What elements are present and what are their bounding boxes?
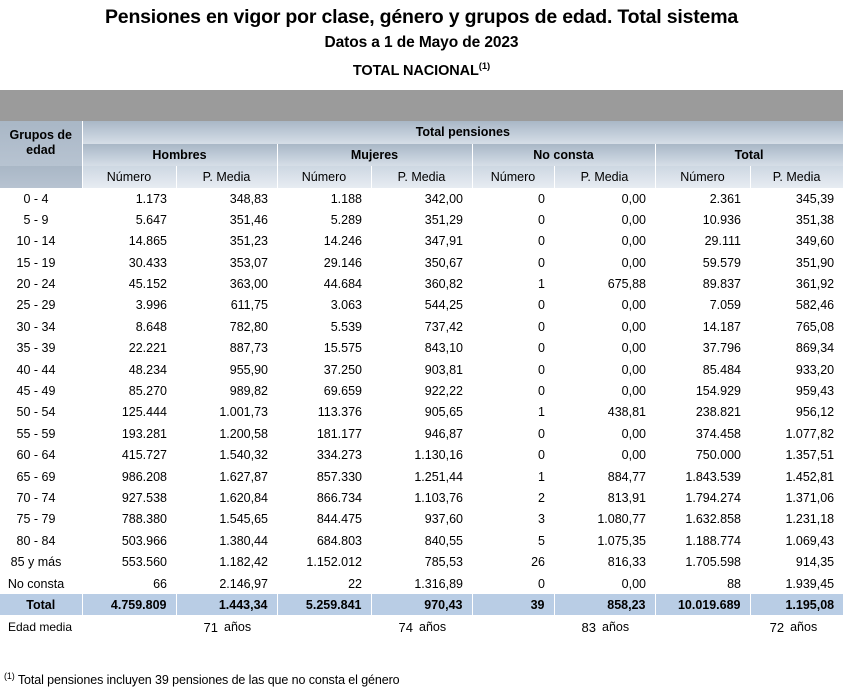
cell-mujeres-numero: 844.475: [277, 509, 371, 530]
cell-noconsta-numero: 1: [472, 273, 554, 294]
cell-noconsta-pmedia: 0,00: [554, 209, 655, 230]
header-sub-total-numero: Número: [655, 166, 750, 188]
cell-mujeres-numero: 3.063: [277, 295, 371, 316]
cell-noconsta-numero: 0: [472, 338, 554, 359]
cell-mujeres-numero: 181.177: [277, 423, 371, 444]
cell-total-pmedia: 959,43: [750, 380, 843, 401]
header-sub-total-pmedia: P. Media: [750, 166, 843, 188]
cell-mujeres-pmedia: 1.316,89: [371, 573, 472, 594]
cell-mujeres-pmedia: 905,65: [371, 402, 472, 423]
cell-total-pmedia: 1.069,43: [750, 530, 843, 551]
cell-total-pmedia: 1.371,06: [750, 487, 843, 508]
edad-media-cell-hombres: [82, 615, 277, 639]
cell-hombres-numero: 1.173: [82, 188, 176, 209]
cell-hombres-numero: 85.270: [82, 380, 176, 401]
row-label-grupo-edad: 0 - 4: [0, 188, 82, 209]
cell-noconsta-pmedia: 0,00: [554, 380, 655, 401]
cell-hombres-numero: 193.281: [82, 423, 176, 444]
header-sub-mujeres-pmedia: P. Media: [371, 166, 472, 188]
table-row: [0, 573, 843, 594]
cell-total-numero: 14.187: [655, 316, 750, 337]
cell-total-numero: 238.821: [655, 402, 750, 423]
cell-noconsta-pmedia: 0,00: [554, 573, 655, 594]
cell-noconsta-pmedia: 0,00: [554, 252, 655, 273]
cell-total-pmedia: 765,08: [750, 316, 843, 337]
cell-hombres-numero: 986.208: [82, 466, 176, 487]
row-label-grupo-edad: 50 - 54: [0, 402, 82, 423]
cell-mujeres-pmedia: 1.103,76: [371, 487, 472, 508]
table-row: [0, 359, 843, 380]
table-total-row: [0, 594, 843, 615]
page-title: Pensiones en vigor por clase, género y grupos de edad. Total sistema: [105, 6, 738, 28]
cell-hombres-pmedia: 363,00: [176, 273, 277, 294]
cell-noconsta-numero: 1: [472, 402, 554, 423]
cell-noconsta-numero: 26: [472, 551, 554, 572]
cell-total-numero: 37.796: [655, 338, 750, 359]
edad-media-value-total: 72: [769, 619, 785, 635]
cell-noconsta-pmedia: 1.080,77: [554, 509, 655, 530]
gray-separator-bar: [0, 90, 843, 121]
row-label-grupo-edad: 25 - 29: [0, 295, 82, 316]
table-body: [0, 188, 843, 639]
cell-noconsta-numero: 0: [472, 380, 554, 401]
cell-hombres-pmedia: 353,07: [176, 252, 277, 273]
cell-noconsta-numero: 0: [472, 209, 554, 230]
cell-noconsta-pmedia: 1.075,35: [554, 530, 655, 551]
cell-hombres-numero: 788.380: [82, 509, 176, 530]
table-row: [0, 466, 843, 487]
cell-noconsta-numero: 0: [472, 445, 554, 466]
table-row: [0, 231, 843, 252]
title-scope-footnote-marker: (1): [478, 61, 491, 72]
cell-total-numero: 1.843.539: [655, 466, 750, 487]
cell-hombres-numero: 14.865: [82, 231, 176, 252]
total-cell-noconsta-pmedia: 858,23: [554, 594, 655, 615]
cell-noconsta-numero: 2: [472, 487, 554, 508]
cell-total-pmedia: 1.077,82: [750, 423, 843, 444]
cell-mujeres-pmedia: 1.251,44: [371, 466, 472, 487]
cell-mujeres-numero: 14.246: [277, 231, 371, 252]
cell-total-numero: 1.705.598: [655, 551, 750, 572]
cell-mujeres-numero: 22: [277, 573, 371, 594]
pensiones-table: [0, 121, 843, 639]
cell-total-pmedia: 345,39: [750, 188, 843, 209]
cell-hombres-numero: 5.647: [82, 209, 176, 230]
cell-hombres-pmedia: 1.182,42: [176, 551, 277, 572]
cell-hombres-numero: 553.560: [82, 551, 176, 572]
total-cell-total-numero: 10.019.689: [655, 594, 750, 615]
row-label-grupo-edad: 60 - 64: [0, 445, 82, 466]
cell-noconsta-pmedia: 813,91: [554, 487, 655, 508]
edad-media-value-group-total: [655, 620, 834, 635]
row-label-grupo-edad: 10 - 14: [0, 231, 82, 252]
cell-hombres-pmedia: 1.545,65: [176, 509, 277, 530]
cell-hombres-pmedia: 351,46: [176, 209, 277, 230]
total-cell-total-pmedia: 1.195,08: [750, 594, 843, 615]
edad-media-label: Edad media: [0, 615, 82, 639]
cell-mujeres-pmedia: 342,00: [371, 188, 472, 209]
table-row: [0, 423, 843, 444]
cell-hombres-pmedia: 887,73: [176, 338, 277, 359]
cell-noconsta-numero: 0: [472, 316, 554, 337]
cell-hombres-numero: 125.444: [82, 402, 176, 423]
row-label-grupo-edad: 65 - 69: [0, 466, 82, 487]
total-row-label: Total: [0, 594, 82, 615]
table-row: [0, 316, 843, 337]
cell-hombres-pmedia: 2.146,97: [176, 573, 277, 594]
edad-media-cell-mujeres: [277, 615, 472, 639]
table-row: [0, 445, 843, 466]
cell-total-numero: 1.632.858: [655, 509, 750, 530]
cell-total-pmedia: 361,92: [750, 273, 843, 294]
cell-mujeres-numero: 5.289: [277, 209, 371, 230]
header-row-subheaders: [0, 166, 843, 188]
header-total-pensiones: Total pensiones: [82, 121, 843, 144]
table-row: [0, 295, 843, 316]
edad-media-unit-hombres: años: [224, 620, 252, 635]
cell-total-numero: 85.484: [655, 359, 750, 380]
cell-hombres-numero: 66: [82, 573, 176, 594]
cell-mujeres-pmedia: 350,67: [371, 252, 472, 273]
cell-noconsta-pmedia: 0,00: [554, 316, 655, 337]
cell-hombres-numero: 30.433: [82, 252, 176, 273]
cell-total-pmedia: 869,34: [750, 338, 843, 359]
header-group-no-consta: No consta: [472, 144, 655, 166]
cell-noconsta-pmedia: 884,77: [554, 466, 655, 487]
row-label-grupo-edad: 35 - 39: [0, 338, 82, 359]
edad-media-value-group-hombres: [82, 620, 268, 635]
table-row: [0, 338, 843, 359]
cell-mujeres-numero: 15.575: [277, 338, 371, 359]
cell-mujeres-pmedia: 351,29: [371, 209, 472, 230]
cell-total-pmedia: 351,38: [750, 209, 843, 230]
cell-mujeres-pmedia: 347,91: [371, 231, 472, 252]
cell-noconsta-numero: 0: [472, 295, 554, 316]
table-header: [0, 121, 843, 188]
cell-mujeres-pmedia: 737,42: [371, 316, 472, 337]
cell-noconsta-numero: 0: [472, 359, 554, 380]
total-cell-mujeres-numero: 5.259.841: [277, 594, 371, 615]
cell-noconsta-pmedia: 438,81: [554, 402, 655, 423]
row-label-grupo-edad: 40 - 44: [0, 359, 82, 380]
cell-mujeres-numero: 334.273: [277, 445, 371, 466]
table-row: [0, 509, 843, 530]
header-sub-mujeres-numero: Número: [277, 166, 371, 188]
header-grupos-line1: Grupos de: [9, 128, 72, 143]
header-group-total: Total: [655, 144, 843, 166]
row-label-grupo-edad: 20 - 24: [0, 273, 82, 294]
table-row: [0, 188, 843, 209]
row-label-grupo-edad: 75 - 79: [0, 509, 82, 530]
cell-noconsta-pmedia: 0,00: [554, 338, 655, 359]
edad-media-unit-noconsta: años: [602, 620, 630, 635]
row-label-grupo-edad: 5 - 9: [0, 209, 82, 230]
cell-hombres-pmedia: 989,82: [176, 380, 277, 401]
cell-total-pmedia: 1.452,81: [750, 466, 843, 487]
cell-noconsta-numero: 0: [472, 573, 554, 594]
footnote-marker: (1): [4, 670, 15, 681]
cell-noconsta-pmedia: 675,88: [554, 273, 655, 294]
cell-hombres-pmedia: 1.540,32: [176, 445, 277, 466]
cell-mujeres-numero: 113.376: [277, 402, 371, 423]
header-sub-hombres-numero: Número: [82, 166, 176, 188]
total-cell-hombres-numero: 4.759.809: [82, 594, 176, 615]
header-grupos-line2: edad: [26, 143, 56, 158]
header-sub-noconsta-pmedia: P. Media: [554, 166, 655, 188]
cell-total-numero: 10.936: [655, 209, 750, 230]
row-label-grupo-edad: 80 - 84: [0, 530, 82, 551]
cell-hombres-pmedia: 1.620,84: [176, 487, 277, 508]
cell-hombres-numero: 927.538: [82, 487, 176, 508]
edad-media-value-mujeres: 74: [398, 619, 413, 635]
cell-hombres-numero: 22.221: [82, 338, 176, 359]
cell-mujeres-pmedia: 922,22: [371, 380, 472, 401]
edad-media-cell-noconsta: [472, 615, 655, 639]
cell-total-pmedia: 914,35: [750, 551, 843, 572]
total-cell-hombres-pmedia: 1.443,34: [176, 594, 277, 615]
cell-total-pmedia: 1.231,18: [750, 509, 843, 530]
row-label-grupo-edad: 85 y más: [0, 551, 82, 572]
edad-media-value-group-noconsta: [472, 620, 646, 635]
cell-mujeres-pmedia: 840,55: [371, 530, 472, 551]
cell-mujeres-numero: 29.146: [277, 252, 371, 273]
cell-mujeres-numero: 857.330: [277, 466, 371, 487]
cell-noconsta-pmedia: 816,33: [554, 551, 655, 572]
cell-hombres-pmedia: 1.200,58: [176, 423, 277, 444]
cell-noconsta-pmedia: 0,00: [554, 295, 655, 316]
table-row: [0, 487, 843, 508]
cell-hombres-pmedia: 1.380,44: [176, 530, 277, 551]
cell-mujeres-pmedia: 544,25: [371, 295, 472, 316]
cell-total-numero: 59.579: [655, 252, 750, 273]
cell-hombres-pmedia: 351,23: [176, 231, 277, 252]
row-label-grupo-edad: 45 - 49: [0, 380, 82, 401]
cell-total-pmedia: 582,46: [750, 295, 843, 316]
cell-noconsta-numero: 1: [472, 466, 554, 487]
cell-mujeres-pmedia: 1.130,16: [371, 445, 472, 466]
cell-hombres-numero: 45.152: [82, 273, 176, 294]
edad-media-value-noconsta: 83: [581, 619, 596, 635]
table-row: [0, 252, 843, 273]
cell-noconsta-numero: 0: [472, 231, 554, 252]
edad-media-cell-total: [655, 615, 843, 639]
cell-hombres-numero: 3.996: [82, 295, 176, 316]
table-row: [0, 209, 843, 230]
cell-hombres-pmedia: 348,83: [176, 188, 277, 209]
cell-total-numero: 88: [655, 573, 750, 594]
header-sub-noconsta-numero: Número: [472, 166, 554, 188]
cell-mujeres-numero: 1.188: [277, 188, 371, 209]
header-group-hombres: Hombres: [82, 144, 277, 166]
cell-hombres-pmedia: 955,90: [176, 359, 277, 380]
cell-mujeres-pmedia: 785,53: [371, 551, 472, 572]
header-sub-hombres-pmedia: P. Media: [176, 166, 277, 188]
footnote-text: Total pensiones incluyen 39 pensiones de las que no consta el género: [17, 673, 400, 687]
cell-total-numero: 2.361: [655, 188, 750, 209]
cell-mujeres-pmedia: 360,82: [371, 273, 472, 294]
cell-hombres-pmedia: 1.001,73: [176, 402, 277, 423]
cell-total-numero: 374.458: [655, 423, 750, 444]
cell-total-numero: 89.837: [655, 273, 750, 294]
cell-total-numero: 1.188.774: [655, 530, 750, 551]
header-group-mujeres: Mujeres: [277, 144, 472, 166]
cell-total-pmedia: 351,90: [750, 252, 843, 273]
table-row: [0, 402, 843, 423]
header-row-groups: [0, 144, 843, 166]
cell-total-pmedia: 1.357,51: [750, 445, 843, 466]
edad-media-value-hombres: 71: [203, 619, 218, 635]
cell-mujeres-pmedia: 903,81: [371, 359, 472, 380]
table-row: [0, 380, 843, 401]
cell-total-pmedia: 956,12: [750, 402, 843, 423]
header-sub-blank: [0, 166, 82, 188]
cell-noconsta-numero: 0: [472, 188, 554, 209]
cell-noconsta-numero: 0: [472, 252, 554, 273]
total-cell-noconsta-numero: 39: [472, 594, 554, 615]
title-date-line: Datos a 1 de Mayo de 2023: [324, 34, 519, 51]
cell-total-pmedia: 933,20: [750, 359, 843, 380]
cell-total-numero: 29.111: [655, 231, 750, 252]
cell-mujeres-numero: 684.803: [277, 530, 371, 551]
cell-mujeres-numero: 1.152.012: [277, 551, 371, 572]
total-cell-mujeres-pmedia: 970,43: [371, 594, 472, 615]
cell-mujeres-pmedia: 843,10: [371, 338, 472, 359]
header-row-span: [0, 121, 843, 144]
edad-media-value-group-mujeres: [277, 620, 463, 635]
cell-mujeres-numero: 866.734: [277, 487, 371, 508]
title-scope: [0, 55, 843, 83]
edad-media-row: [0, 615, 843, 639]
cell-total-numero: 154.929: [655, 380, 750, 401]
cell-hombres-numero: 503.966: [82, 530, 176, 551]
title-block: [0, 0, 843, 83]
cell-mujeres-numero: 69.659: [277, 380, 371, 401]
cell-total-numero: 1.794.274: [655, 487, 750, 508]
header-grupos-de-edad: [0, 121, 82, 166]
cell-hombres-pmedia: 611,75: [176, 295, 277, 316]
footnote: [4, 671, 400, 687]
row-label-grupo-edad: 55 - 59: [0, 423, 82, 444]
table-row: [0, 551, 843, 572]
cell-noconsta-pmedia: 0,00: [554, 231, 655, 252]
title-scope-text: TOTAL NACIONAL: [352, 62, 479, 79]
row-label-grupo-edad: 15 - 19: [0, 252, 82, 273]
row-label-grupo-edad: 70 - 74: [0, 487, 82, 508]
cell-noconsta-pmedia: 0,00: [554, 423, 655, 444]
cell-noconsta-numero: 3: [472, 509, 554, 530]
table-row: [0, 530, 843, 551]
cell-hombres-numero: 8.648: [82, 316, 176, 337]
cell-mujeres-pmedia: 946,87: [371, 423, 472, 444]
edad-media-unit-mujeres: años: [419, 620, 447, 635]
table-row: [0, 273, 843, 294]
cell-hombres-pmedia: 782,80: [176, 316, 277, 337]
row-label-grupo-edad: No consta: [0, 573, 82, 594]
cell-noconsta-pmedia: 0,00: [554, 445, 655, 466]
cell-total-numero: 750.000: [655, 445, 750, 466]
cell-total-numero: 7.059: [655, 295, 750, 316]
cell-mujeres-numero: 5.539: [277, 316, 371, 337]
cell-hombres-numero: 415.727: [82, 445, 176, 466]
edad-media-unit-total: años: [790, 620, 818, 635]
row-label-grupo-edad: 30 - 34: [0, 316, 82, 337]
cell-noconsta-pmedia: 0,00: [554, 188, 655, 209]
cell-mujeres-numero: 44.684: [277, 273, 371, 294]
cell-noconsta-numero: 0: [472, 423, 554, 444]
cell-noconsta-numero: 5: [472, 530, 554, 551]
cell-noconsta-pmedia: 0,00: [554, 359, 655, 380]
cell-total-pmedia: 1.939,45: [750, 573, 843, 594]
cell-total-pmedia: 349,60: [750, 231, 843, 252]
cell-hombres-pmedia: 1.627,87: [176, 466, 277, 487]
cell-hombres-numero: 48.234: [82, 359, 176, 380]
cell-mujeres-pmedia: 937,60: [371, 509, 472, 530]
cell-mujeres-numero: 37.250: [277, 359, 371, 380]
